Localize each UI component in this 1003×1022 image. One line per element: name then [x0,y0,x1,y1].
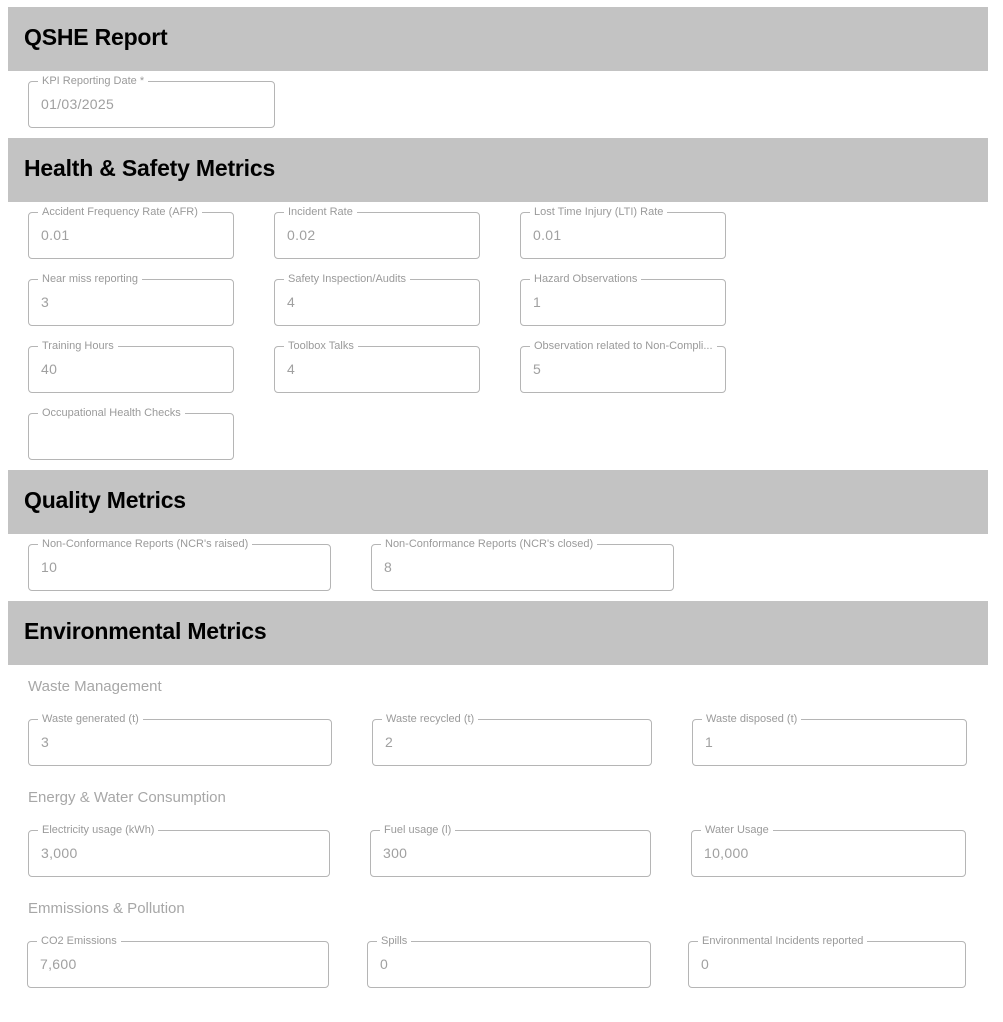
water-usage-label: Water Usage [701,823,773,837]
waste-disposed-value: 1 [705,734,714,750]
spills-value: 0 [380,956,389,972]
near-miss-label: Near miss reporting [38,272,142,286]
emissions-pollution-heading: Emmissions & Pollution [28,900,185,917]
safety-inspection-field[interactable] [274,273,480,326]
waste-disposed-field[interactable] [692,713,967,766]
report-header [8,7,988,71]
waste-generated-field[interactable] [28,713,332,766]
hazard-observations-label: Hazard Observations [530,272,641,286]
fuel-usage-field[interactable] [370,824,651,877]
environmental-incidents-label: Environmental Incidents reported [698,934,867,948]
quality-title: Quality Metrics [24,487,186,513]
electricity-usage-label: Electricity usage (kWh) [38,823,158,837]
water-usage-field[interactable] [691,824,966,877]
kpi-reporting-date-label: KPI Reporting Date * [38,74,148,88]
near-miss-field[interactable] [28,273,234,326]
incident-rate-value: 0.02 [287,227,316,243]
ncr-closed-label: Non-Conformance Reports (NCR's closed) [381,537,597,551]
electricity-usage-field[interactable] [28,824,330,877]
non-compliance-observation-value: 5 [533,361,542,377]
toolbox-talks-label: Toolbox Talks [284,339,358,353]
health-safety-header [8,138,988,202]
waste-management-heading: Waste Management [28,678,162,695]
lti-rate-field[interactable] [520,206,726,259]
hazard-observations-field[interactable] [520,273,726,326]
environmental-incidents-field[interactable] [688,935,966,988]
occupational-health-checks-label: Occupational Health Checks [38,406,185,420]
waste-recycled-value: 2 [385,734,394,750]
fuel-usage-label: Fuel usage (l) [380,823,455,837]
waste-recycled-field[interactable] [372,713,652,766]
ncr-raised-value: 10 [41,559,58,575]
waste-generated-value: 3 [41,734,50,750]
quality-header [8,470,988,534]
energy-water-heading: Energy & Water Consumption [28,789,226,806]
afr-field[interactable] [28,206,234,259]
ncr-closed-field[interactable] [371,538,674,591]
co2-emissions-value: 7,600 [40,956,77,972]
occupational-health-checks-field[interactable] [28,407,234,460]
environmental-incidents-value: 0 [701,956,710,972]
environmental-header [8,601,988,665]
hazard-observations-value: 1 [533,294,542,310]
ncr-raised-label: Non-Conformance Reports (NCR's raised) [38,537,252,551]
electricity-usage-value: 3,000 [41,845,78,861]
safety-inspection-label: Safety Inspection/Audits [284,272,410,286]
toolbox-talks-value: 4 [287,361,296,377]
non-compliance-observation-field[interactable] [520,340,726,393]
waste-recycled-label: Waste recycled (t) [382,712,478,726]
ncr-closed-value: 8 [384,559,393,575]
environmental-title: Environmental Metrics [24,618,267,644]
incident-rate-field[interactable] [274,206,480,259]
ncr-raised-field[interactable] [28,538,331,591]
kpi-reporting-date-field[interactable] [28,75,275,128]
near-miss-value: 3 [41,294,50,310]
spills-label: Spills [377,934,411,948]
safety-inspection-value: 4 [287,294,296,310]
toolbox-talks-field[interactable] [274,340,480,393]
water-usage-value: 10,000 [704,845,749,861]
fuel-usage-value: 300 [383,845,408,861]
health-safety-title: Health & Safety Metrics [24,155,276,181]
waste-generated-label: Waste generated (t) [38,712,143,726]
training-hours-label: Training Hours [38,339,118,353]
report-title: QSHE Report [24,24,168,50]
kpi-reporting-date-value: 01/03/2025 [41,96,115,112]
co2-emissions-label: CO2 Emissions [37,934,121,948]
incident-rate-label: Incident Rate [284,205,357,219]
training-hours-field[interactable] [28,340,234,393]
afr-label: Accident Frequency Rate (AFR) [38,205,202,219]
lti-rate-label: Lost Time Injury (LTI) Rate [530,205,667,219]
training-hours-value: 40 [41,361,58,377]
co2-emissions-field[interactable] [27,935,329,988]
spills-field[interactable] [367,935,651,988]
non-compliance-observation-label: Observation related to Non-Compli... [530,339,717,353]
afr-value: 0.01 [41,227,70,243]
waste-disposed-label: Waste disposed (t) [702,712,801,726]
lti-rate-value: 0.01 [533,227,562,243]
